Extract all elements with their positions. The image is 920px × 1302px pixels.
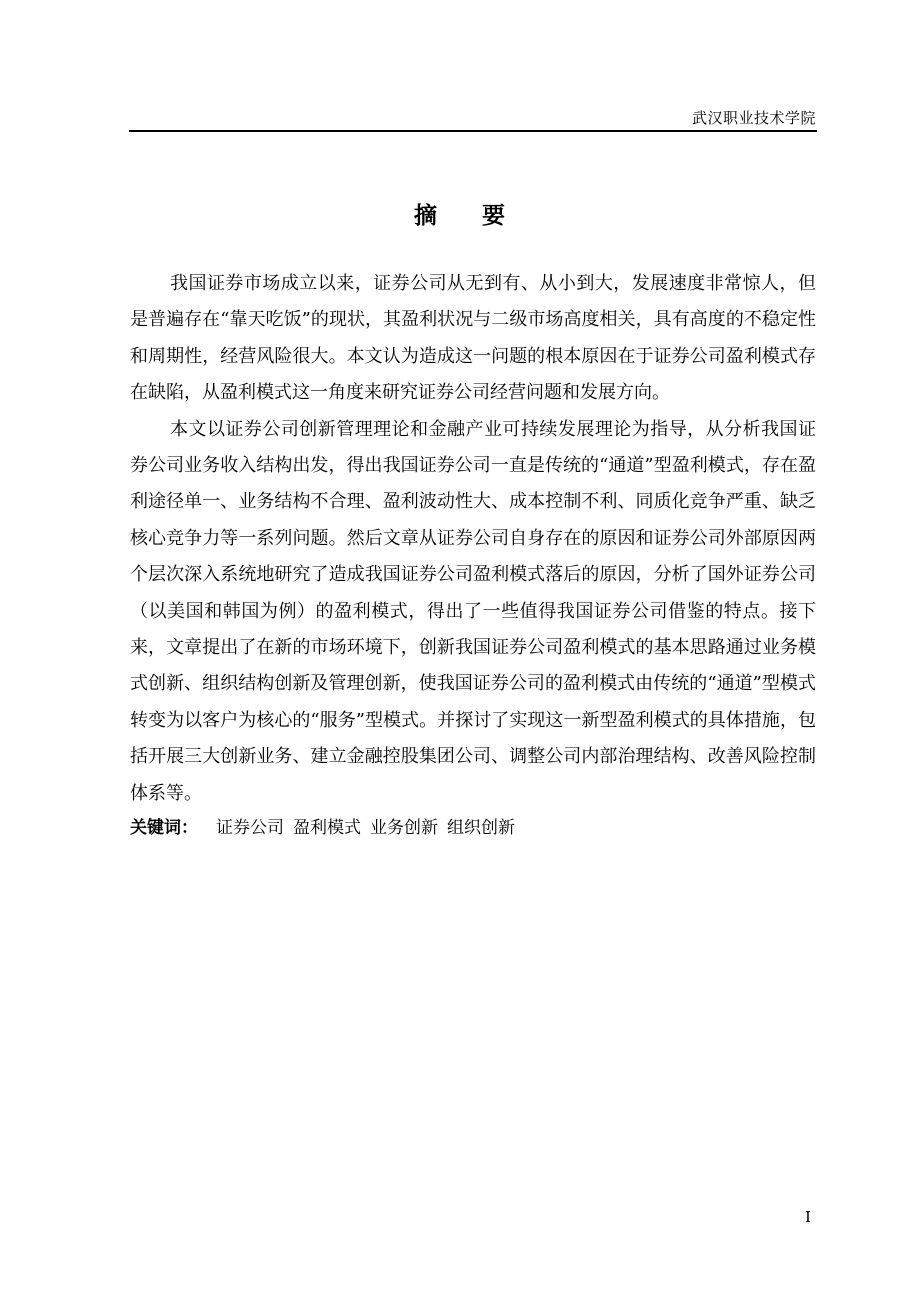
keywords-line <box>130 814 524 842</box>
keywords-label: 关键词： <box>130 818 198 838</box>
keyword-item: 盈利模式 <box>293 818 361 838</box>
keyword-item: 组织创新 <box>447 818 515 838</box>
abstract-paragraph-1: 我国证券市场成立以来，证券公司从无到有、从小到大，发展速度非常惊人，但是普遍存在“靠天吃饭”的现状，其盈利状况与二级市场高度相关，具有高度的不稳定性和周期性，经营风险很大。本文认为造成这一问题的根本原因在于证券公司盈利模式存在缺陷，从盈利模式这一角度来研究证券公司经营问题和发展方向。 <box>130 273 816 404</box>
abstract-title <box>0 198 920 234</box>
keyword-item: 业务创新 <box>370 818 438 838</box>
page-number: I <box>805 1208 811 1226</box>
header-rule <box>129 130 817 132</box>
abstract-body <box>130 266 816 812</box>
title-char-1: 摘 <box>414 203 438 229</box>
running-header: 武汉职业技术学院 <box>691 109 816 127</box>
abstract-paragraph-2: 本文以证券公司创新管理理论和金融产业可持续发展理论为指导，从分析我国证券公司业务收入结构出发，得出我国证券公司一直是传统的“通道”型盈利模式，存在盈利途径单一、业务结构不合理、盈利波动性大、成本控制不利、同质化竞争严重、缺乏核心竞争力等一系列问题。然后文章从证券公司自身存在的原因和证券公司外部原因两个层次深入系统地研究了造成我国证券公司盈利模式落后的原因，分析了国外证券公司（以美国和韩国为例）的盈利模式，得出了一些值得我国证券公司借鉴的特点。接下来，文章提出了在新的市场环境下，创新我国证券公司盈利模式的基本思路通过业务模式创新、组织结构创新及管理创新，使我国证券公司的盈利模式由传统的“通道”型模式转变为以客户为核心的“服务”型模式。并探讨了实现这一新型盈利模式的具体措施，包括开展三大创新业务、建立金融控股集团公司、调整公司内部治理结构、改善风险控制体系等。 <box>130 418 816 804</box>
title-char-2: 要 <box>482 203 506 229</box>
keywords-list <box>216 818 524 838</box>
keyword-item: 证券公司 <box>216 818 284 838</box>
